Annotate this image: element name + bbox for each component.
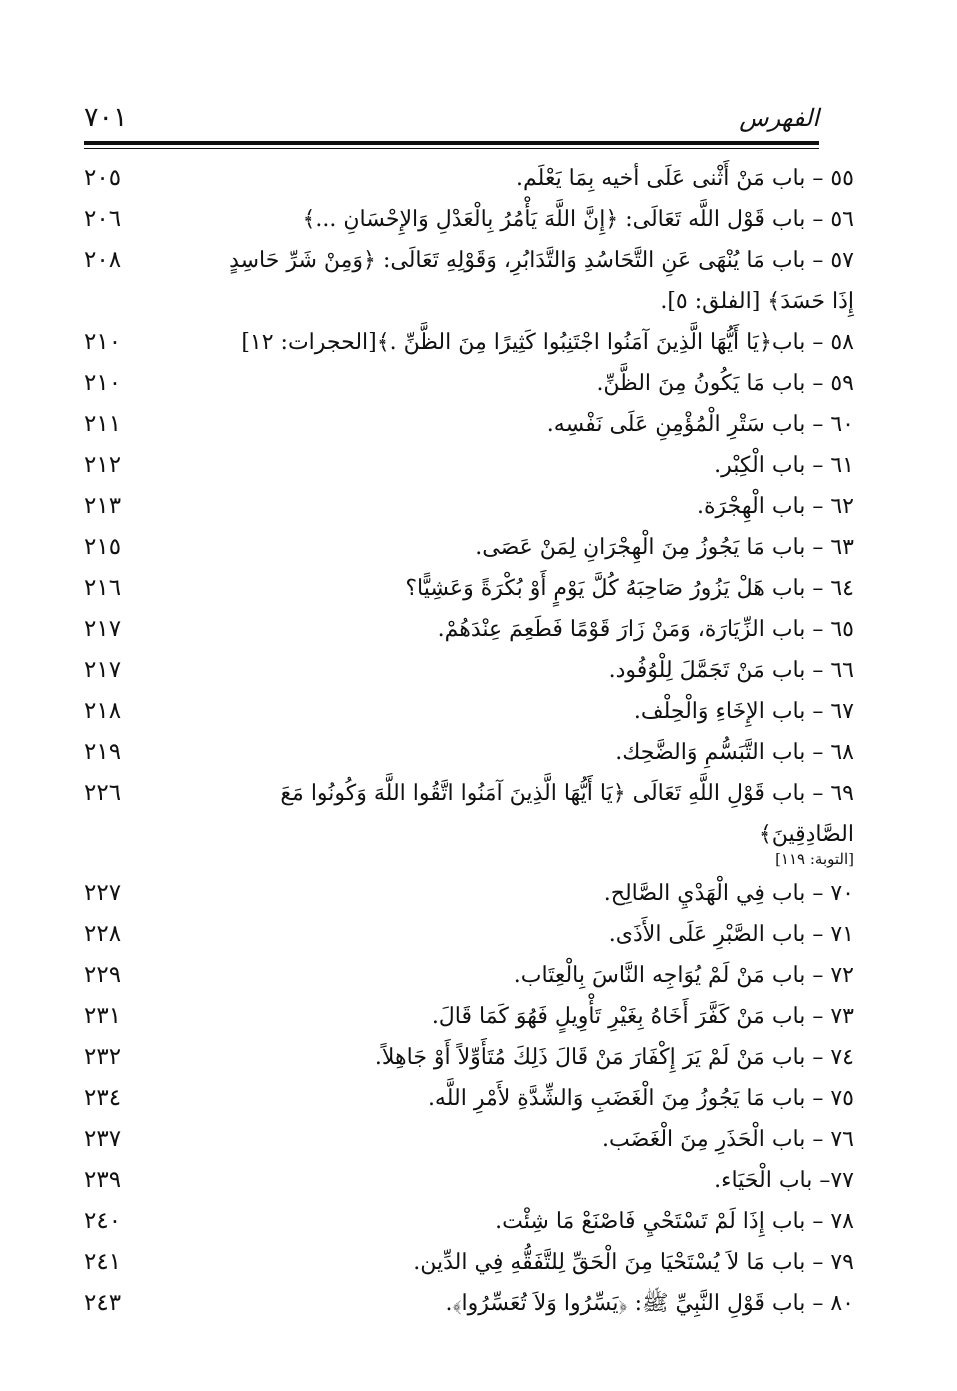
entry-title: ٧١ – باب الصَّبْرِ عَلَى الأَذَى. [608,922,854,947]
entry-title: ٦٦ – باب مَنْ تَجَمَّلَ لِلْوُفُود. [608,658,854,683]
entry-page-number: ٢٣٧ [84,1126,122,1152]
index-entry [84,1242,854,1283]
entry-title: ٦٥ – باب الزِّيَارَة، وَمَنْ زَارَ قَوْمًا فَطَعِمَ عِنْدَهُمْ. [437,617,854,642]
index-entry [84,650,854,691]
entry-page-number: ٢٣٩ [84,1167,122,1193]
index-entry [84,1078,854,1119]
entry-title: ٥٦ – باب قَوْل اللَّه تَعَالَى: ﴿إِنَّ اللَّهَ يَأْمُرُ بِالْعَدْلِ وَالإِحْسَانِ ...﴾ [302,207,854,232]
entry-page-number: ٢٣٢ [84,1044,122,1070]
entry-title: ٧٣ – باب مَنْ كَفَّرَ أَخَاهُ بِغَيْرِ تَأْوِيلٍ فَهُوَ كَمَا قَالَ. [431,1004,854,1029]
entry-title: ٦٢ – باب الْهِجْرَة. [697,494,854,519]
section-title: الفهرس [739,104,819,132]
entry-title: ٧٧– باب الْحَيَاء. [714,1168,854,1193]
entry-page-number: ٢٢٧ [84,880,122,906]
page-number: ٧٠١ [84,102,128,133]
index-entry [84,240,854,322]
entry-title: ٧٢ – باب مَنْ لَمْ يُوَاجِه النَّاسَ بِالْعِتَاب. [513,963,854,988]
index-entry [84,486,854,527]
entry-title: ٥٨ – باب﴿يَا أَيُّهَا الَّذِينَ آمَنُوا اجْتَنِبُوا كَثِيرًا مِنَ الظَّنِّ .﴾[الحجرات: ١٢] [241,330,854,355]
entry-page-number: ٢٤١ [84,1249,122,1275]
index-entry [84,996,854,1037]
entry-page-number: ٢٠٨ [84,247,122,273]
index-entry [84,914,854,955]
index-entry [84,873,854,914]
entry-title: ٨٠ – باب قَوْلِ النَّبِيِّ ﷺ: ﴿يَسِّرُوا وَلاَ تُعَسِّرُوا﴾. [445,1291,854,1316]
entry-title: ٦٣ – باب مَا يَجُوزُ مِنَ الْهِجْرَانِ لِمَنْ عَصَى. [475,535,854,560]
header-rule-thick [84,141,819,145]
entry-title: ٧٩ – باب مَا لاَ يُسْتَحْيَا مِنَ الْحَقِّ لِلتَّفَقُّهِ فِي الدِّين. [413,1250,854,1275]
index-entry [84,1037,854,1078]
entry-page-number: ٢٠٦ [84,206,122,232]
entry-title: ٥٥ – باب مَنْ أَثْنى عَلَى أخيه بِمَا يَعْلَم. [516,166,854,191]
index-entry [84,322,854,363]
index-entry [84,691,854,732]
entry-page-number: ٢١٥ [84,534,122,560]
entry-title: ٧٦ – باب الْحَذَرِ مِنَ الْغَضَب. [602,1127,854,1152]
entry-title: ٥٩ – باب مَا يَكُونُ مِنَ الظَّنِّ. [596,371,854,396]
index-entry [84,158,854,199]
index-entry [84,445,854,486]
entry-page-number: ٢٠٥ [84,165,122,191]
page-header [84,102,819,136]
index-entries [84,158,854,1324]
entry-title: ٦٩ – باب قَوْلِ اللَّهِ تَعَالَى ﴿يَا أَيُّهَا الَّذِينَ آمَنُوا اتَّقُوا اللَّهَ وَكُونُوا مَعَ الصَّادِقِينَ﴾ [280,781,854,847]
entry-page-number: ٢٤٣ [84,1290,122,1316]
entry-page-number: ٢٣٤ [84,1085,122,1111]
index-entry [84,955,854,996]
entry-page-number: ٢١٧ [84,657,122,683]
entry-reference-note: [التوبة: ١١٩] [775,850,854,868]
entry-title: ٧٠ – باب فِي الْهَدْيِ الصَّالِح. [603,881,854,906]
entry-page-number: ٢٤٠ [84,1208,122,1234]
index-entry [84,1201,854,1242]
entry-title: ٦٤ – باب هَلْ يَزُورُ صَاحِبَهُ كُلَّ يَوْمٍ أَوْ بُكْرَةً وَعَشِيًّا؟ [405,576,854,601]
entry-page-number: ٢٢٦ [84,780,122,806]
entry-title: ٧٥ – باب مَا يَجُوزُ مِنَ الْغَضَبِ وَالشِّدَّةِ لأَمْرِ اللَّه. [427,1086,854,1111]
entry-title: ٦١ – باب الْكِبْر. [714,453,854,478]
index-entry [84,527,854,568]
entry-title: ٦٠ – باب سَتْرِ الْمُؤْمِنِ عَلَى نَفْسِه. [546,412,854,437]
index-entry [84,363,854,404]
index-entry [84,568,854,609]
entry-page-number: ٢١٢ [84,452,122,478]
entry-page-number: ٢١٠ [84,329,122,355]
index-entry [84,773,854,869]
entry-title: ٦٧ – باب الإِخَاءِ وَالْحِلْف. [633,699,854,724]
entry-page-number: ٢١٧ [84,616,122,642]
entry-page-number: ٢١٣ [84,493,122,519]
entry-title: ٧٤ – باب مَنْ لَمْ يَرَ إِكْفَارَ مَنْ قَالَ ذَلِكَ مُتَأَوِّلاً أَوْ جَاهِلاً. [374,1045,854,1070]
entry-page-number: ٢٣١ [84,1003,122,1029]
entry-title: ٦٨ – باب التَّبَسُّمِ وَالضَّحِك. [615,740,854,765]
entry-page-number: ٢١٦ [84,575,122,601]
entry-page-number: ٢٢٩ [84,962,122,988]
index-entry [84,609,854,650]
entry-page-number: ٢١٩ [84,739,122,765]
entry-page-number: ٢٢٨ [84,921,122,947]
entry-title: ٧٨ – باب إِذَا لَمْ تَسْتَحْيِ فَاصْنَعْ مَا شِئْت. [495,1209,854,1234]
entry-page-number: ٢١٨ [84,698,122,724]
entry-page-number: ٢١٠ [84,370,122,396]
index-entry [84,732,854,773]
entry-title: ٥٧ – باب مَا يُنْهَى عَنِ التَّحَاسُدِ وَالتَّدَابُرِ، وَقَوْلِهِ تَعَالَى: ﴿وَمِنْ شَرِّ حَاسِدٍ إِذَا حَسَدَ﴾ [الفلق: ٥]. [229,248,854,314]
index-entry [84,1283,854,1324]
index-entry [84,1160,854,1201]
index-entry [84,199,854,240]
entry-page-number: ٢١١ [84,411,122,437]
index-entry [84,404,854,445]
index-entry [84,1119,854,1160]
header-rule-thin [84,148,819,149]
